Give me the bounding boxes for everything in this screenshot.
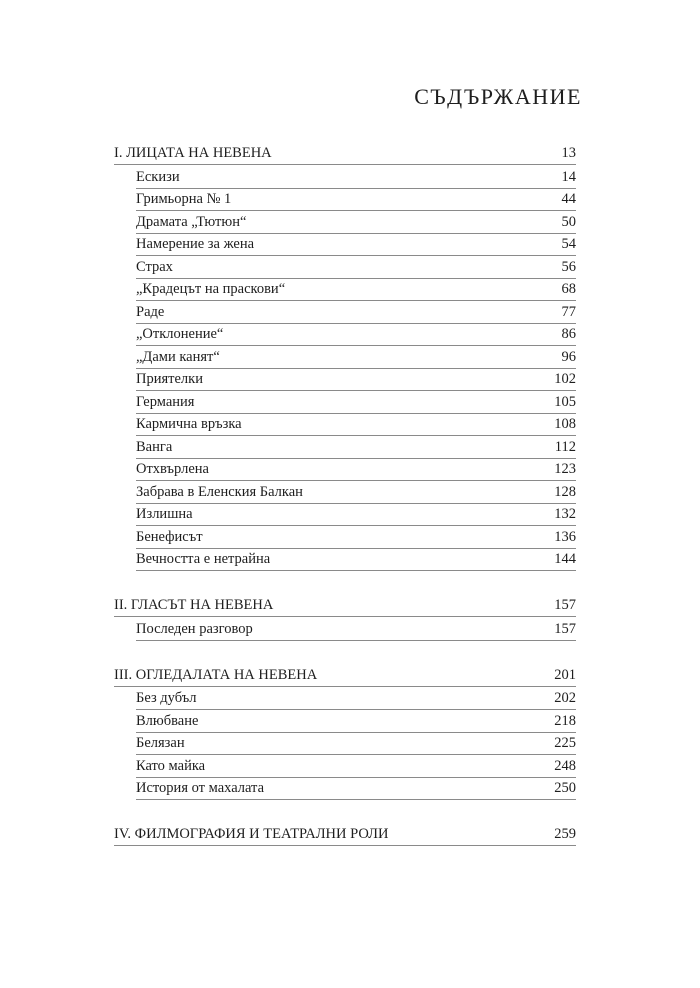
toc-entry-page-number: 132: [554, 506, 576, 522]
toc-entry-page-number: 105: [554, 393, 576, 410]
toc-entry-title: „Дами канят“: [136, 348, 220, 365]
toc-entry[interactable]: [136, 526, 576, 549]
toc-entry-title: Вечността е нетрайна: [136, 551, 271, 567]
toc-entry[interactable]: [136, 346, 576, 369]
toc-entry-page-number: 14: [561, 168, 576, 185]
toc-entry-page-number: 136: [554, 528, 576, 545]
toc-part-heading[interactable]: [114, 140, 576, 165]
toc-part-title: II. ГЛАСЪТ НА НЕВЕНА: [114, 597, 274, 613]
toc-part-page-number: 13: [561, 145, 576, 161]
toc-entry[interactable]: [136, 504, 576, 527]
toc-entry-title: Приятелки: [136, 371, 203, 387]
toc-entry[interactable]: [136, 549, 576, 572]
toc-entry-page-number: 202: [554, 690, 576, 706]
toc-entry-title: Ескизи: [136, 168, 180, 185]
toc-part-heading[interactable]: [114, 821, 576, 846]
toc-entry-page-number: 68: [561, 281, 576, 297]
toc-entry-title: Отхвърлена: [136, 461, 209, 477]
toc-chapter-list: [136, 166, 576, 571]
toc-entry[interactable]: [136, 301, 576, 324]
toc-entry-title: Влюбване: [136, 712, 199, 729]
toc-entry-title: Намерение за жена: [136, 236, 255, 252]
toc-part-heading[interactable]: [114, 662, 576, 687]
toc-entry-page-number: 128: [554, 483, 576, 500]
toc-entry-page-number: 112: [554, 438, 576, 455]
toc-entry-title: Белязан: [136, 735, 185, 751]
toc-entry[interactable]: [136, 778, 576, 801]
toc-entry[interactable]: [136, 279, 576, 302]
toc-part-page-number: 259: [554, 826, 576, 842]
page-title: СЪДЪРЖАНИЕ: [414, 84, 582, 109]
toc-entry-title: Излишна: [136, 506, 193, 522]
toc-entry[interactable]: [136, 391, 576, 414]
toc-entry-title: Ванга: [136, 438, 173, 455]
toc-part-title: I. ЛИЦАТА НА НЕВЕНА: [114, 145, 272, 161]
toc-entry-page-number: 86: [561, 326, 576, 342]
toc-entry-page-number: 225: [554, 735, 576, 751]
toc-entry-title: Като майка: [136, 757, 206, 774]
toc-part-title: IV. ФИЛМОГРАФИЯ И ТЕАТРАЛНИ РОЛИ: [114, 826, 389, 842]
toc-part-heading[interactable]: [114, 592, 576, 617]
toc-entry-title: Германия: [136, 393, 195, 410]
toc-entry-page-number: 77: [561, 303, 576, 320]
toc-entry[interactable]: [136, 189, 576, 212]
toc-entry[interactable]: [136, 755, 576, 778]
toc-entry-page-number: 157: [554, 620, 576, 637]
toc-entry-page-number: 108: [554, 416, 576, 432]
toc-entry[interactable]: [136, 459, 576, 482]
toc-part: [114, 140, 576, 571]
toc-entry[interactable]: [136, 436, 576, 459]
toc-entry-title: Последен разговор: [136, 620, 253, 637]
toc-entry-title: Бенефисът: [136, 528, 203, 545]
toc-entry-title: Гримьорна № 1: [136, 191, 232, 207]
toc-entry-title: „Отклонение“: [136, 326, 224, 342]
toc-entry[interactable]: [136, 211, 576, 234]
toc-entry[interactable]: [136, 710, 576, 733]
toc-part: [114, 662, 576, 801]
toc-entry-title: Раде: [136, 303, 165, 320]
toc-entry-page-number: 56: [561, 258, 576, 275]
toc-part-title: III. ОГЛЕДАЛАТА НА НЕВЕНА: [114, 666, 318, 683]
toc-entry[interactable]: [136, 324, 576, 347]
toc-entry-title: Драмата „Тютюн“: [136, 213, 247, 230]
toc-entry-page-number: 50: [561, 213, 576, 230]
toc-entry-page-number: 96: [561, 348, 576, 365]
toc-entry[interactable]: [136, 369, 576, 392]
toc-entry-title: Страх: [136, 258, 173, 275]
toc-part: [114, 592, 576, 641]
toc-part-page-number: 157: [554, 597, 576, 613]
toc-entry-title: „Крадецът на праскови“: [136, 281, 286, 297]
toc-entry[interactable]: [136, 234, 576, 257]
toc-chapter-list: [136, 688, 576, 801]
toc-part: [114, 821, 576, 846]
toc-entry-page-number: 218: [554, 712, 576, 729]
toc-entry[interactable]: [136, 733, 576, 756]
toc-entry-page-number: 102: [554, 371, 576, 387]
toc-entry[interactable]: [136, 618, 576, 641]
toc-entry-title: История от махалата: [136, 780, 265, 796]
toc-entry[interactable]: [136, 414, 576, 437]
toc-chapter-list: [136, 618, 576, 641]
toc-entry-title: Кармична връзка: [136, 416, 242, 432]
toc-entry-page-number: 250: [554, 780, 576, 796]
toc-entry[interactable]: [136, 688, 576, 711]
toc-entry-title: Без дубъл: [136, 690, 197, 706]
table-of-contents: [114, 140, 576, 867]
toc-entry-page-number: 123: [554, 461, 576, 477]
toc-entry[interactable]: [136, 166, 576, 189]
toc-entry[interactable]: [136, 481, 576, 504]
toc-part-page-number: 201: [554, 666, 576, 683]
toc-entry-page-number: 44: [561, 191, 576, 207]
toc-entry-page-number: 144: [554, 551, 576, 567]
toc-entry-page-number: 248: [554, 757, 576, 774]
toc-entry-page-number: 54: [561, 236, 576, 252]
toc-entry[interactable]: [136, 256, 576, 279]
toc-entry-title: Забрава в Еленския Балкан: [136, 483, 303, 500]
